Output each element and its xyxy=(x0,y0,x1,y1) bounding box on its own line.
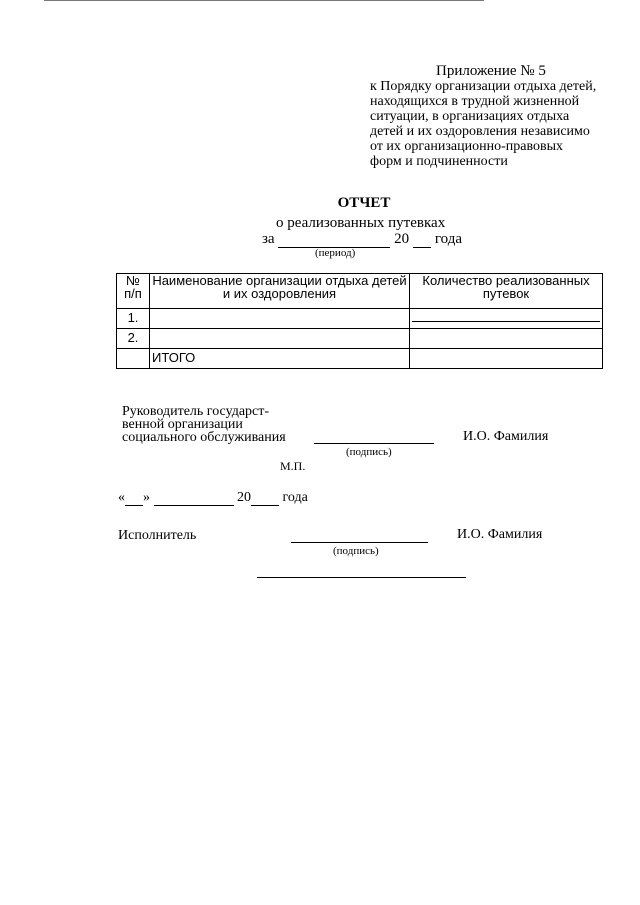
head-fio: И.О. Фамилия xyxy=(463,429,549,444)
table-row xyxy=(117,329,603,349)
head-signature-label xyxy=(122,405,286,444)
appendix-line: от их организационно-правовых xyxy=(370,139,563,154)
appendix-line: форм и подчиненности xyxy=(370,154,508,169)
row-count xyxy=(410,329,603,349)
top-border-line xyxy=(44,0,484,1)
row-count xyxy=(410,309,603,329)
date-line xyxy=(118,490,308,506)
executor-label: Исполнитель xyxy=(118,528,197,543)
date-suffix: года xyxy=(282,490,308,505)
table-row xyxy=(117,309,603,329)
closing-line xyxy=(257,577,466,578)
date-year-blank xyxy=(251,491,279,506)
date-year-prefix: 20 xyxy=(237,490,251,505)
report-subtitle: о реализованных путевках xyxy=(276,215,446,231)
executor-signature-line xyxy=(291,542,428,543)
appendix-line: к Порядку организации отдыха детей, xyxy=(370,79,597,94)
period-year-prefix: 20 xyxy=(394,231,410,247)
period-suffix: года xyxy=(434,231,462,247)
date-month-blank xyxy=(154,491,234,506)
head-label-line: венной организации xyxy=(122,417,243,432)
appendix-line: детей и их оздоровления независимо xyxy=(370,124,590,139)
period-year-blank xyxy=(413,233,431,248)
head-signature-hint: (подпись) xyxy=(346,446,392,458)
row-org-name xyxy=(150,329,410,349)
stamp-place: М.П. xyxy=(280,459,306,473)
date-close-quote: » xyxy=(143,490,150,505)
total-label: ИТОГО xyxy=(150,349,410,369)
appendix-line: находящихся в трудной жизненной xyxy=(370,94,580,109)
head-label-line: социального обслуживания xyxy=(122,430,286,445)
appendix-line: ситуации, в организациях отдыха xyxy=(370,109,570,124)
table-header-row xyxy=(117,274,603,309)
period-hint: (период) xyxy=(315,247,356,259)
row-num: 1. xyxy=(117,309,150,329)
date-open-quote: « xyxy=(118,490,125,505)
total-count xyxy=(410,349,603,369)
executor-signature-hint: (подпись) xyxy=(333,545,379,557)
appendix-title: Приложение № 5 xyxy=(436,63,546,79)
row-count-value xyxy=(412,309,600,322)
table-total-row xyxy=(117,349,603,369)
head-signature-line xyxy=(314,443,434,444)
header-count: Количество реализованных путевок xyxy=(410,274,603,309)
report-table xyxy=(116,273,603,369)
period-prefix: за xyxy=(262,231,275,247)
total-num xyxy=(117,349,150,369)
period-line xyxy=(262,231,462,248)
head-label-line: Руководитель государст- xyxy=(122,404,270,419)
header-num: № п/п xyxy=(117,274,150,309)
date-day-blank xyxy=(125,491,143,506)
header-org-name: Наименование организации отдыха детей и их оздоровления xyxy=(150,274,410,309)
appendix-text xyxy=(370,79,620,169)
row-org-name xyxy=(150,309,410,329)
row-num: 2. xyxy=(117,329,150,349)
period-blank xyxy=(278,233,390,248)
executor-fio: И.О. Фамилия xyxy=(457,527,543,542)
report-title: ОТЧЕТ xyxy=(337,195,391,211)
